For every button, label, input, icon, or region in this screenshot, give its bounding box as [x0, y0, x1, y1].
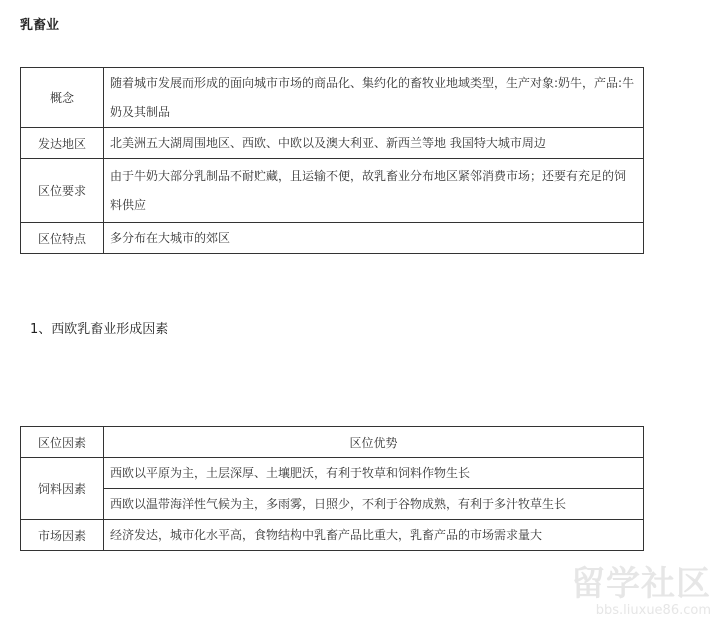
site-watermark — [561, 565, 711, 619]
row-key-concept: 概念 — [21, 68, 104, 128]
row-value-features: 多分布在大城市的郊区 — [104, 223, 644, 254]
row-key-requirements: 区位要求 — [21, 159, 104, 223]
row-key-feed: 饲料因素 — [21, 458, 104, 520]
row-value-market: 经济发达，城市化水平高，食物结构中乳畜产品比重大，乳畜产品的市场需求量大 — [104, 520, 644, 551]
row-key-regions: 发达地区 — [21, 128, 104, 159]
row-value-concept: 随着城市发展而形成的面向城市市场的商品化、集约化的畜牧业地域类型，生产对象:奶牛，产品:牛奶及其制品 — [104, 68, 644, 128]
header-factor: 区位因素 — [21, 427, 104, 458]
page-title: 乳畜业 — [20, 18, 60, 33]
section-heading: 1、西欧乳畜业形成因素 — [30, 322, 169, 337]
table-row — [21, 159, 644, 223]
table-row — [21, 520, 644, 551]
header-advantage: 区位优势 — [104, 427, 644, 458]
table-row — [21, 68, 644, 128]
watermark-logo-text: 留学社区 — [571, 564, 711, 604]
west-europe-factors-table — [20, 426, 644, 551]
table-row — [21, 128, 644, 159]
row-value-requirements: 由于牛奶大部分乳制品不耐贮藏，且运输不便，故乳畜业分布地区紧邻消费市场；还要有充足的饲料供应 — [104, 159, 644, 223]
table-row — [21, 458, 644, 489]
table-header-row — [21, 427, 644, 458]
row-value-feed-climate: 西欧以温带海洋性气候为主，多雨雾，日照少，不利于谷物成熟，有利于多汁牧草生长 — [104, 489, 644, 520]
row-value-feed-terrain: 西欧以平原为主，土层深厚、土壤肥沃，有利于牧草和饲料作物生长 — [104, 458, 644, 489]
row-value-regions: 北美洲五大湖周围地区、西欧、中欧以及澳大利亚、新西兰等地 我国特大城市周边 — [104, 128, 644, 159]
watermark-url: bbs.liuxue86.com — [595, 603, 711, 618]
row-key-features: 区位特点 — [21, 223, 104, 254]
table-row — [21, 223, 644, 254]
dairy-overview-table — [20, 67, 644, 254]
row-key-market: 市场因素 — [21, 520, 104, 551]
table-row — [21, 489, 644, 520]
